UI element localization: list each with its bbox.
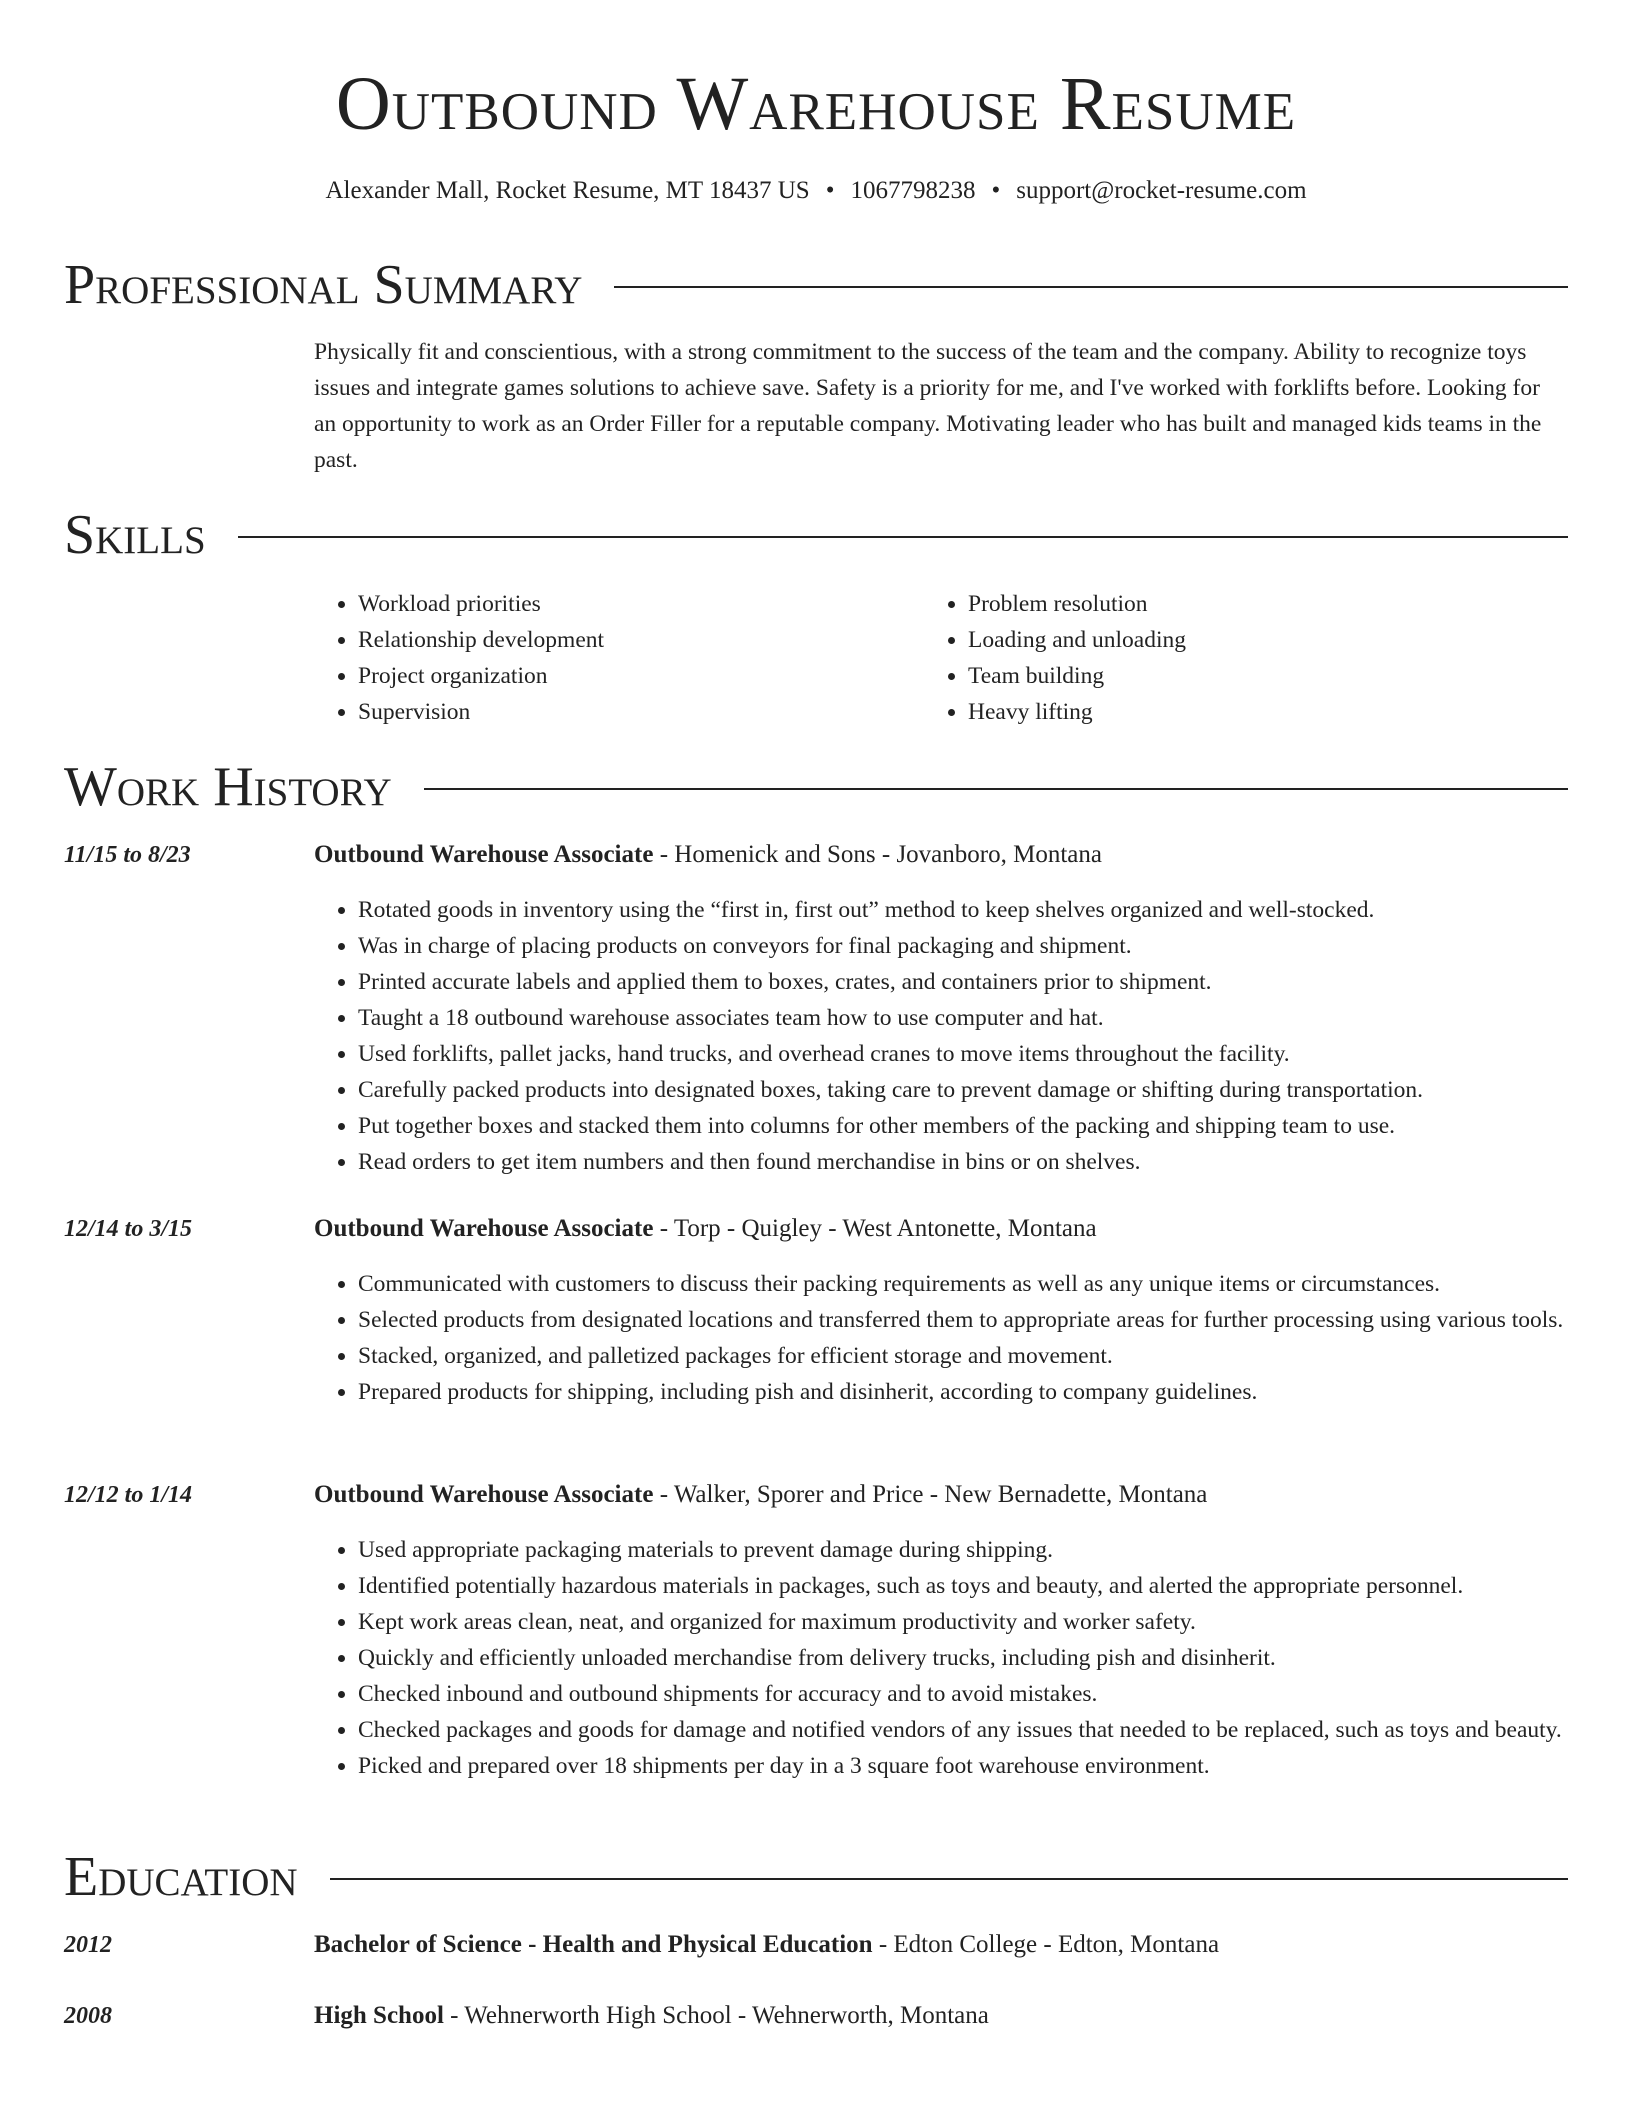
contact-address: Alexander Mall, Rocket Resume, MT 18437 US bbox=[325, 177, 810, 204]
job-bullet: • Rotated goods in inventory using the “first in, first out” method to keep shelves organized and well-stocked. bbox=[358, 892, 1610, 928]
job-bullet: • Checked inbound and outbound shipments for accuracy and to avoid mistakes. bbox=[358, 1676, 1610, 1712]
job-bullet: • Stacked, organized, and palletized packages for efficient storage and movement. bbox=[358, 1338, 1610, 1374]
section-title: Work History bbox=[64, 756, 392, 818]
education-year: 2012 bbox=[64, 1932, 112, 1958]
job-dates: 12/14 to 3/15 bbox=[64, 1216, 193, 1242]
education-school: Edton College - Edton, Montana bbox=[893, 1931, 1220, 1958]
job-heading bbox=[314, 1478, 1566, 1512]
job-title: Outbound Warehouse Associate bbox=[314, 1215, 654, 1242]
skill-item: • Team building bbox=[968, 658, 1568, 694]
contact-phone: 1067798238 bbox=[850, 177, 976, 204]
job-bullet: • Kept work areas clean, neat, and organized for maximum productivity and worker safety. bbox=[358, 1604, 1610, 1640]
skill-item: • Project organization bbox=[358, 658, 918, 694]
job-bullets bbox=[314, 1266, 1610, 1410]
section-heading-skills bbox=[64, 500, 1568, 570]
education-year: 2008 bbox=[64, 2003, 112, 2029]
section-title: Professional Summary bbox=[64, 254, 583, 316]
skill-item: • Supervision bbox=[358, 694, 918, 730]
contact-line bbox=[0, 174, 1632, 208]
job-dash: - bbox=[653, 1481, 674, 1508]
skills-list-left bbox=[314, 586, 918, 730]
job-bullet: • Carefully packed products into designated boxes, taking care to prevent damage or shifting during transportation. bbox=[358, 1072, 1610, 1108]
job-employer: Torp - Quigley - West Antonette, Montana bbox=[673, 1215, 1097, 1242]
job-heading bbox=[314, 838, 1566, 872]
job-dash: - bbox=[653, 1215, 674, 1242]
skill-item: • Loading and unloading bbox=[968, 622, 1568, 658]
job-bullet: • Read orders to get item numbers and then found merchandise in bins or on shelves. bbox=[358, 1144, 1610, 1180]
skill-item: • Problem resolution bbox=[968, 586, 1568, 622]
job-employer: Walker, Sporer and Price - New Bernadette, Montana bbox=[673, 1481, 1208, 1508]
job-dash: - bbox=[653, 841, 675, 868]
section-heading-education bbox=[64, 1842, 1568, 1912]
education-dash: - bbox=[872, 1931, 894, 1958]
job-employer: Homenick and Sons - Jovanboro, Montana bbox=[674, 841, 1102, 868]
job-bullet: • Printed accurate labels and applied them to boxes, crates, and containers prior to shipment. bbox=[358, 964, 1610, 1000]
contact-email: support@rocket-resume.com bbox=[1016, 177, 1307, 204]
job-dates: 11/15 to 8/23 bbox=[64, 842, 191, 868]
section-divider bbox=[330, 1878, 1568, 1880]
section-title: Education bbox=[64, 1846, 298, 1908]
skill-item: • Relationship development bbox=[358, 622, 918, 658]
job-bullet: • Selected products from designated locations and transferred them to appropriate areas for further processing using various tools. bbox=[358, 1302, 1610, 1338]
job-bullet: • Identified potentially hazardous materials in packages, such as toys and beauty, and alerted the appropriate personnel. bbox=[358, 1568, 1610, 1604]
education-entry bbox=[314, 1928, 1566, 1962]
section-heading-work bbox=[64, 752, 1568, 822]
job-bullet: • Checked packages and goods for damage and notified vendors of any issues that needed to be replaced, such as toys and beauty. bbox=[358, 1712, 1610, 1748]
section-title: Skills bbox=[64, 504, 206, 566]
education-school: Wehnerworth High School - Wehnerworth, Montana bbox=[464, 2002, 989, 2029]
skill-item: • Heavy lifting bbox=[968, 694, 1568, 730]
job-bullet: • Was in charge of placing products on conveyors for final packaging and shipment. bbox=[358, 928, 1610, 964]
education-entry bbox=[314, 1999, 1566, 2033]
section-divider bbox=[238, 536, 1568, 538]
job-bullets bbox=[314, 892, 1610, 1180]
education-degree: High School bbox=[314, 2002, 444, 2029]
job-heading bbox=[314, 1212, 1566, 1246]
job-bullet: • Used appropriate packaging materials to prevent damage during shipping. bbox=[358, 1532, 1610, 1568]
job-dates: 12/12 to 1/14 bbox=[64, 1482, 193, 1508]
job-title: Outbound Warehouse Associate bbox=[314, 841, 654, 868]
job-bullet: • Picked and prepared over 18 shipments per day in a 3 square foot warehouse environment. bbox=[358, 1748, 1610, 1784]
job-bullet: • Put together boxes and stacked them into columns for other members of the packing and shipping team to use. bbox=[358, 1108, 1610, 1144]
resume-title: Outbound Warehouse Resume bbox=[335, 62, 1297, 146]
skills-list-right bbox=[924, 586, 1568, 730]
job-bullet: • Taught a 18 outbound warehouse associates team how to use computer and hat. bbox=[358, 1000, 1610, 1036]
education-degree: Bachelor of Science - Health and Physical Education bbox=[314, 1931, 873, 1958]
job-bullet: • Communicated with customers to discuss their packing requirements as well as any unique items or circumstances. bbox=[358, 1266, 1610, 1302]
job-bullet: • Quickly and efficiently unloaded merchandise from delivery trucks, including pish and disinherit. bbox=[358, 1640, 1610, 1676]
contact-separator: • bbox=[991, 177, 1001, 204]
summary-text: Physically fit and conscientious, with a strong commitment to the success of the team and the company. Ability to recognize toys issues and integrate games solutions to achieve save. Safety is a priority for me, and I've worked with forklifts before. Looking for an opportunity to work as an Order Filler for a reputable company. Motivating leader who has built and managed kids teams in the past. bbox=[314, 339, 1542, 473]
education-dash: - bbox=[443, 2002, 465, 2029]
skill-item: • Workload priorities bbox=[358, 586, 918, 622]
job-bullet: • Used forklifts, pallet jacks, hand trucks, and overhead cranes to move items throughout the facility. bbox=[358, 1036, 1610, 1072]
job-title: Outbound Warehouse Associate bbox=[314, 1481, 654, 1508]
section-heading-summary bbox=[64, 250, 1568, 320]
contact-separator: • bbox=[825, 177, 835, 204]
job-bullet: • Prepared products for shipping, including pish and disinherit, according to company guidelines. bbox=[358, 1374, 1610, 1410]
section-divider bbox=[614, 286, 1568, 288]
job-bullets bbox=[314, 1532, 1610, 1784]
section-divider bbox=[424, 788, 1568, 790]
